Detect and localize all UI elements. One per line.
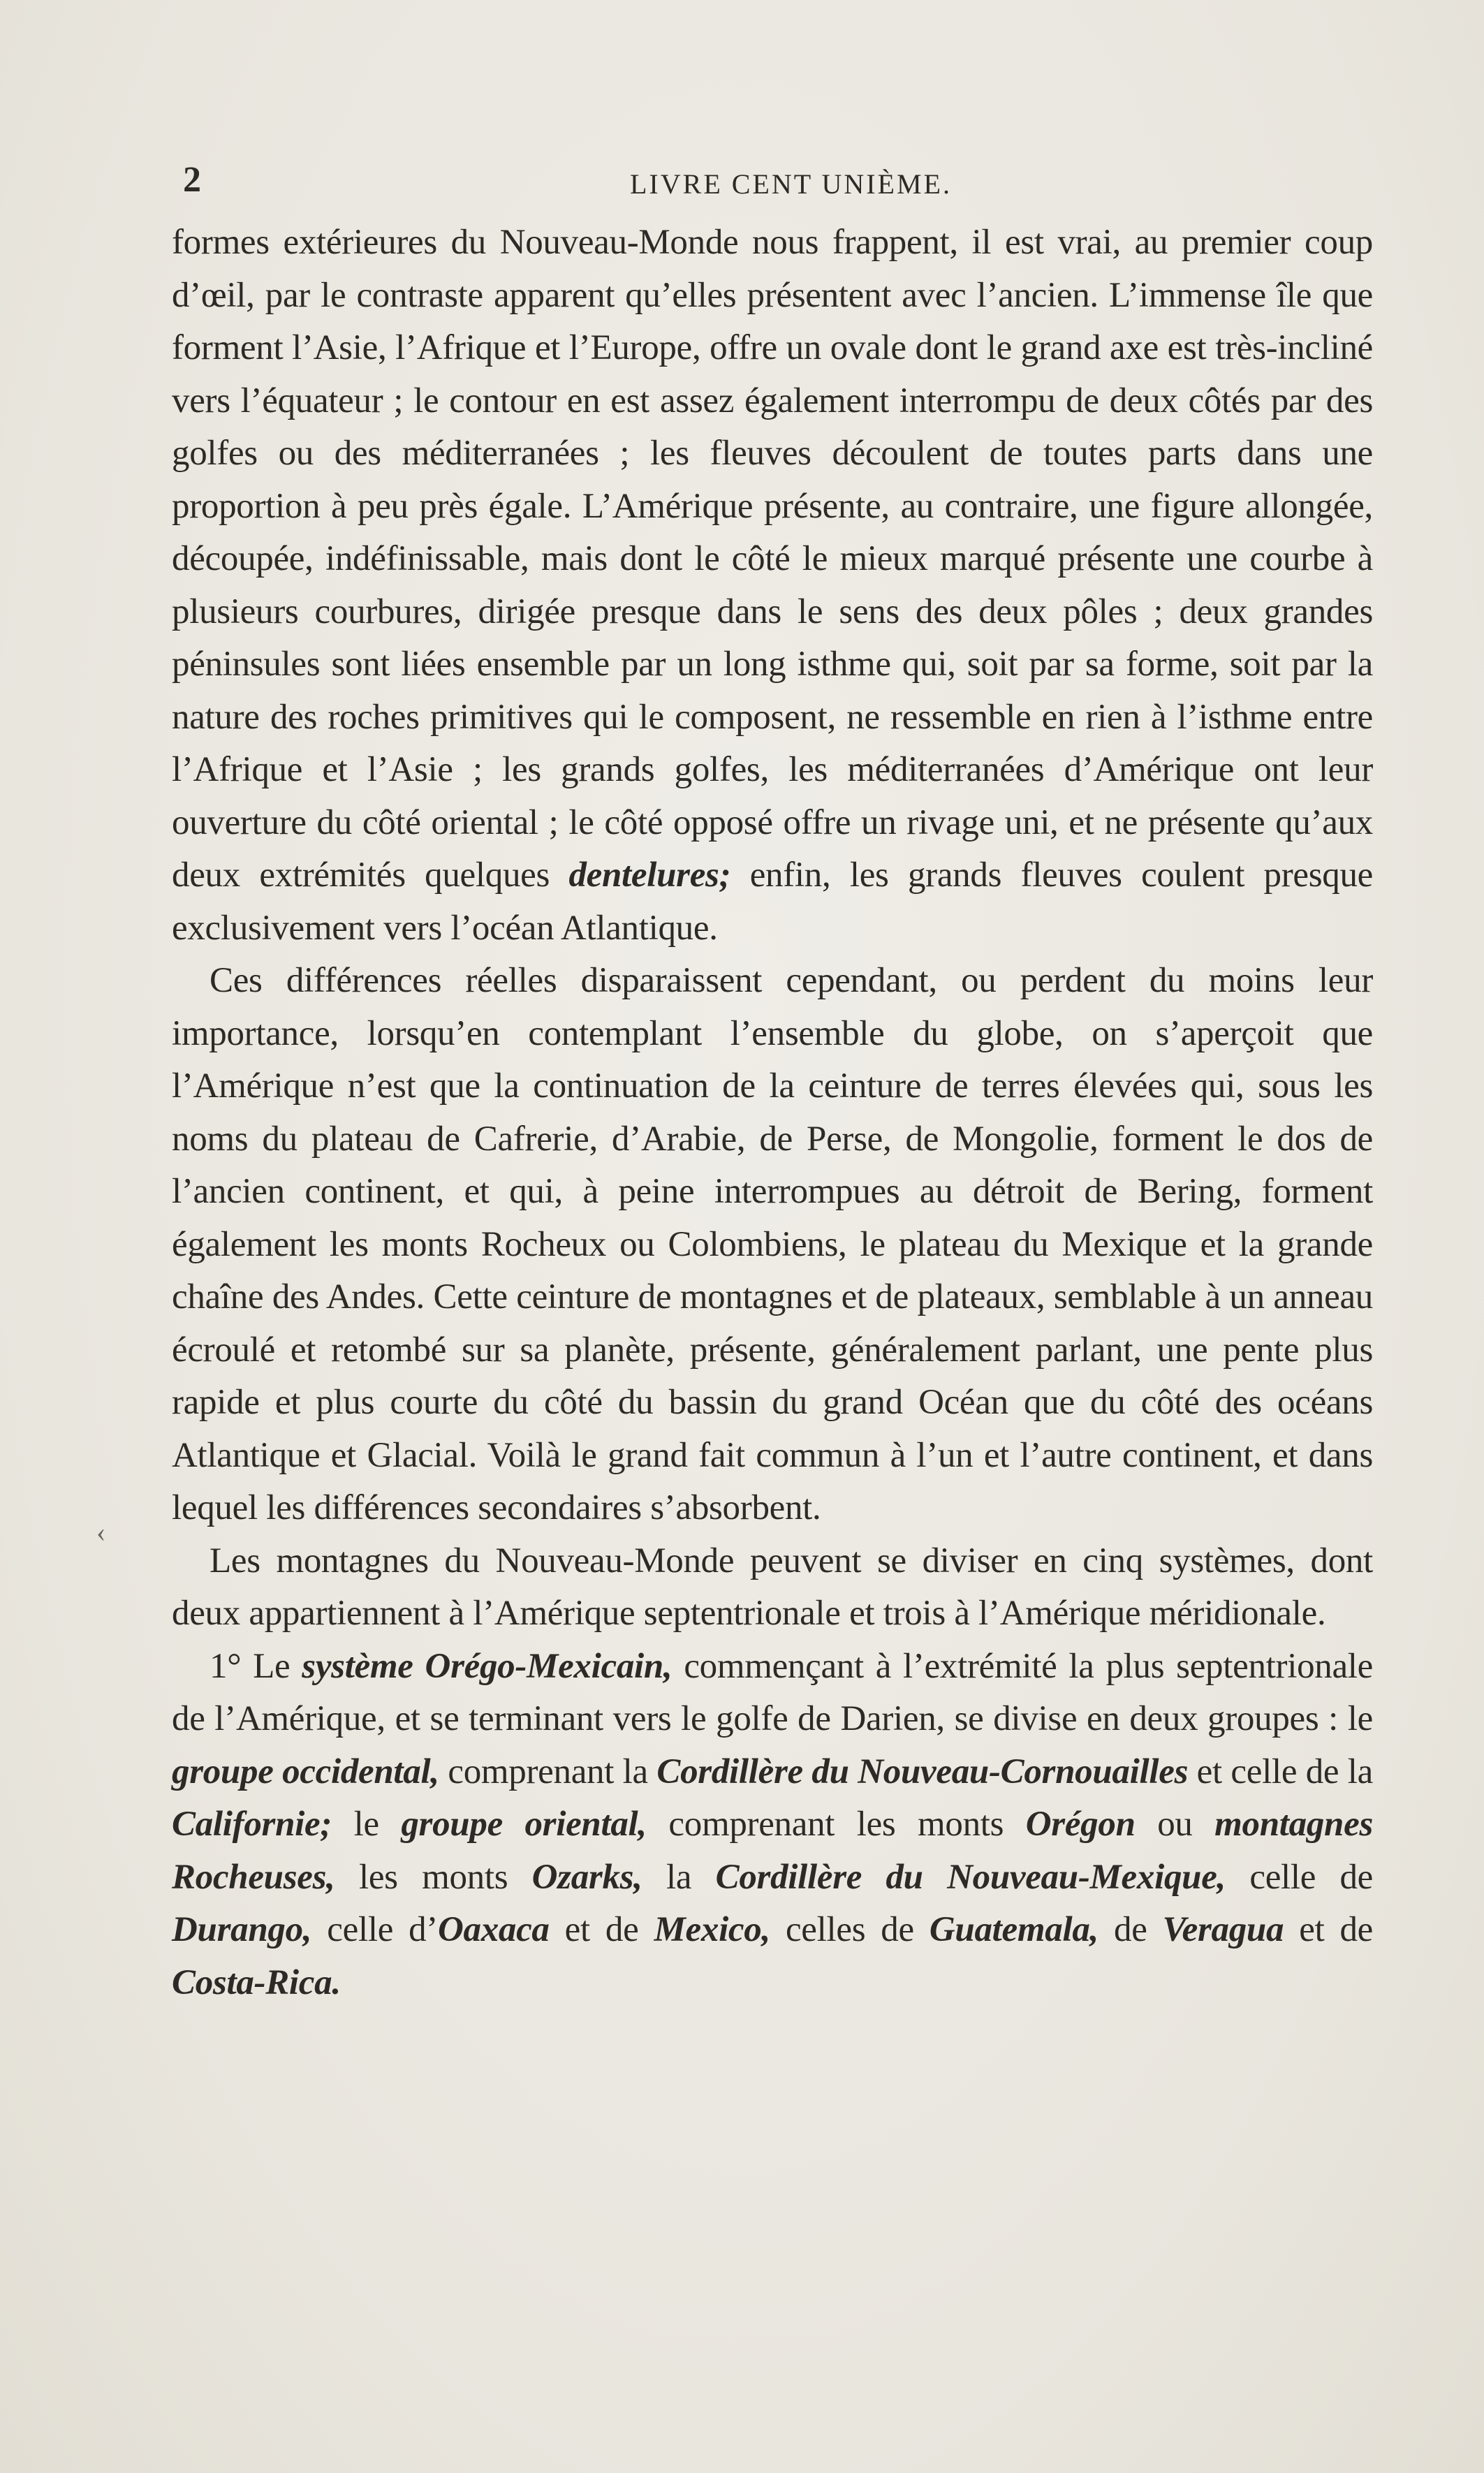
- paragraph-1: formes extérieures du Nouveau-Monde nous frappent, il est vrai, au premier coup d’œil, par le contraste apparent qu’elles présentent avec l’ancien. L’immense île que forment l’Asie, l’Afrique et l’Europe, offre un ovale dont le grand axe est très-incliné vers l’équateur ; le contour en est assez également interrompu de deux côtés par des golfes ou des méditerranées ; les fleuves découlent de toutes parts dans une proportion à peu près égale. L’Amérique présente, au contraire, une figure allongée, découpée, indéfinissable, mais dont le côté le mieux marqué présente une courbe à plusieurs courbures, dirigée presque dans le sens des deux pôles ; deux grandes péninsules sont liées ensemble par un long isthme qui, soit par sa forme, soit par la nature des roches primitives qui le composent, ne ressemble en rien à l’isthme entre l’Afrique et l’Asie ; les grands golfes, les méditerranées d’Amérique ont leur ouverture du côté oriental ; le côté opposé offre un rivage uni, et ne présente qu’aux deux extrémités quelques dentelures; enfin, les grands fleuves coulent presque exclusivement vers l’océan Atlantique.: [172, 223, 1373, 948]
- italic-term: système Orégo-Mexicain,: [302, 1646, 673, 1686]
- page-number: 2: [183, 160, 201, 200]
- italic-term: Costa-Rica.: [172, 1962, 341, 2002]
- italic-term: Guatemala,: [929, 1910, 1099, 1949]
- italic-term: Orégon: [1025, 1805, 1136, 1844]
- italic-term: Cordillère du Nouveau-Cornouailles: [656, 1752, 1189, 1791]
- paragraph-4: 1° Le système Orégo-Mexicain, commençant à l’extrémité la plus septentrionale de l’Amérique, et se terminant vers le golfe de Darien, se divise en deux groupes : le groupe occidental, comprenant la Cordillère du Nouveau-Cornouailles et celle de la Californie; le groupe oriental, comprenant les monts Orégon ou montagnes Rocheuses, les monts Ozarks, la Cordillère du Nouveau-Mexique, celle de Durango, celle d’Oaxaca et de Mexico, celles de Guatemala, de Veragua et de Costa-Rica.: [172, 1646, 1374, 2002]
- body-text: [172, 217, 1373, 2009]
- italic-term: groupe oriental,: [401, 1805, 647, 1844]
- italic-term: Cordillère du Nouveau-Mexique,: [715, 1857, 1226, 1897]
- paragraph-3: Les montagnes du Nouveau-Monde peuvent se diviser en cinq systèmes, dont deux appartiennent à l’Amérique septentrionale et trois à l’Amérique méridionale.: [172, 1541, 1373, 1633]
- italic-term: Durango,: [172, 1910, 312, 1949]
- margin-mark-icon: ‹: [96, 1516, 106, 1548]
- page-header: [183, 159, 1370, 208]
- italic-term: Oaxaca: [437, 1910, 550, 1949]
- italic-term: dentelures;: [568, 856, 731, 895]
- italic-term: Ozarks,: [531, 1857, 642, 1897]
- italic-term: Mexico,: [654, 1910, 770, 1949]
- running-head: LIVRE CENT UNIÈME.: [630, 168, 952, 200]
- paragraph-2: Ces différences réelles disparaissent cependant, ou perdent du moins leur importance, lorsqu’en contemplant l’ensemble du globe, on s’aperçoit que l’Amérique n’est que la continuation de la ceinture de terres élevées qui, sous les noms du plateau de Cafrerie, d’Arabie, de Perse, de Mongolie, forment le dos de l’ancien continent, et qui, à peine interrompues au détroit de Bering, forment également les monts Rocheux ou Colombiens, le plateau du Mexique et la grande chaîne des Andes. Cette ceinture de montagnes et de plateaux, semblable à un anneau écroulé et retombé sur sa planète, présente, généralement parlant, une pente plus rapide et plus courte du côté du bassin du grand Océan que du côté des océans Atlantique et Glacial. Voilà le grand fait commun à l’un et l’autre continent, et dans lequel les différences secondaires s’absorbent.: [172, 961, 1373, 1527]
- italic-term: Veragua: [1162, 1910, 1284, 1949]
- italic-term: Californie;: [172, 1805, 332, 1844]
- italic-term: montagnes Rocheuses,: [172, 1805, 1373, 1897]
- italic-term: groupe occidental,: [172, 1752, 439, 1791]
